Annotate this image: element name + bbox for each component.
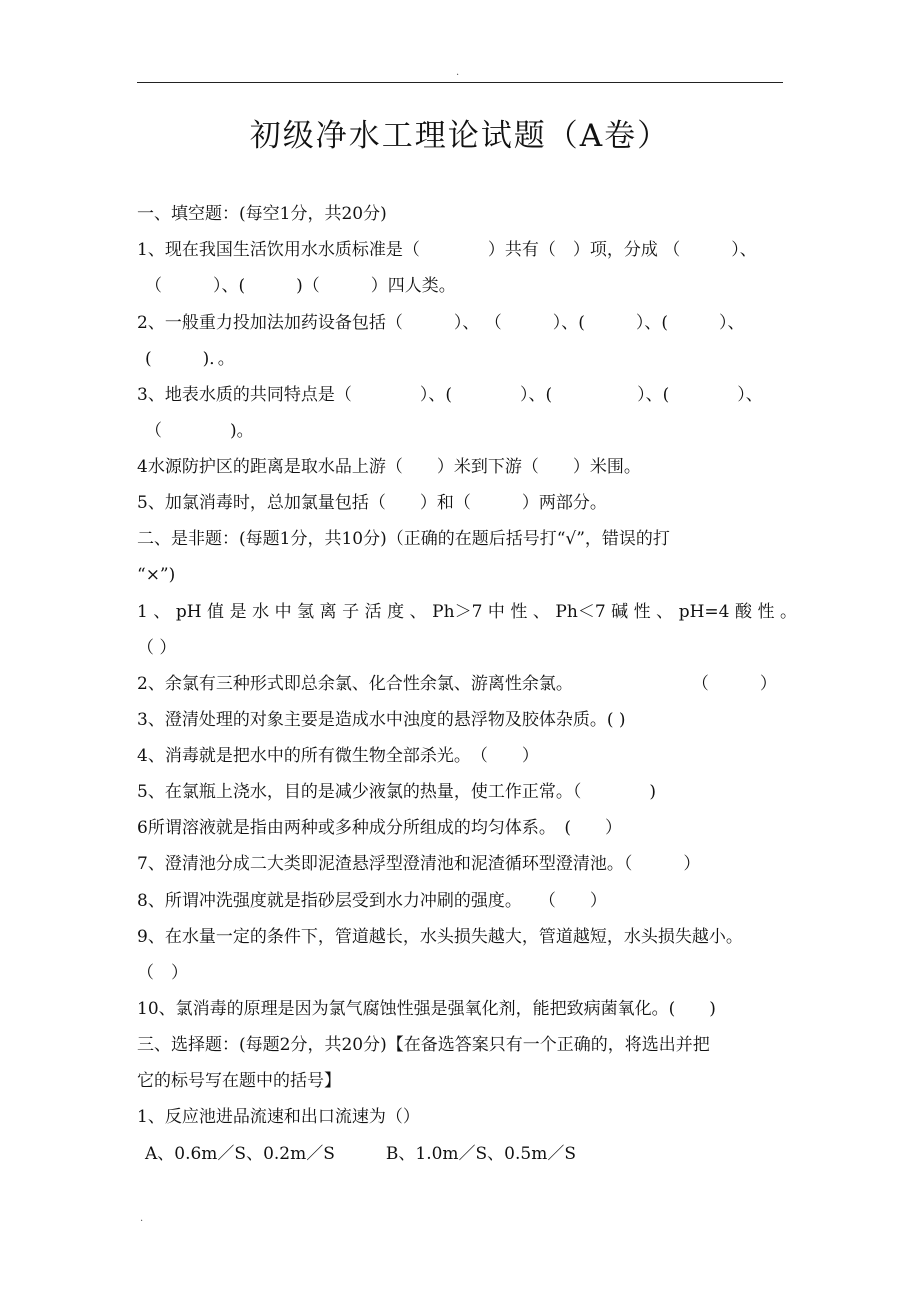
question-line: 3、澄清处理的对象主要是造成水中浊度的悬浮物及胶体杂质。( ) — [137, 710, 626, 730]
header-dot: . — [456, 67, 460, 78]
section-true-false-heading-cont: “×”) — [137, 565, 176, 585]
question-line: 4水源防护区的距离是取水品上游（ ）米到下游（ ）米围。 — [137, 457, 641, 477]
question-line: 6所谓溶液就是指由两种或多种成分所组成的均匀体系。 ( ） — [137, 818, 622, 838]
question-line: 2、余氯有三种形式即总余氯、化合性余氯、游离性余氯。 （ ） — [137, 674, 777, 694]
question-line: 1、现在我国生活饮用水水质标准是（ ）共有（ ）项，分成 （ ）、 — [137, 240, 757, 260]
answer-options: A、0.6m／S、0.2m／S B、1.0m／S、0.5m／S — [145, 1144, 576, 1164]
question-line: （ )。 — [145, 421, 254, 441]
question-line: 4、消毒就是把水中的所有微生物全部杀光。 （ ） — [137, 746, 539, 766]
question-line: （ ）、( )（ ）四人类。 — [145, 276, 456, 296]
header-rule — [137, 82, 783, 83]
question-line: 7、澄清池分成二大类即泥渣悬浮型澄清池和泥渣循环型澄清池。（ ） — [137, 854, 701, 874]
question-line: 8、所谓冲洗强度就是指砂层受到水力冲刷的强度。 （ ） — [137, 891, 607, 911]
page-title: 初级净水工理论试题（A卷） — [249, 118, 671, 154]
question-line: 1、pH值是水中氢离子活度、Ph＞7中性、Ph＜7碱性、pH=4酸性。 — [137, 602, 797, 622]
question-line: 5、加氯消毒时，总加氯量包括（ ）和（ ）两部分。 — [137, 493, 607, 513]
question-line: ( )．。 — [145, 349, 235, 369]
question-line: （ ） — [137, 638, 177, 658]
question-line: 2、一般重力投加法加药设备包括（ ）、 （ ）、( ）、( ）、 — [137, 313, 745, 333]
section-true-false-heading: 二、是非题：(每题1分，共10分)（正确的在题后括号打“√”，错误的打 — [137, 529, 670, 549]
question-line: 5、在氯瓶上浇水，目的是减少液氯的热量，使工作正常。（ ) — [137, 782, 656, 802]
footer-dot: . — [140, 1213, 144, 1224]
question-line: （ ） — [137, 963, 188, 983]
question-line: 1、反应池进品流速和出口流速为（） — [137, 1107, 420, 1127]
question-line: 9、在水量一定的条件下，管道越长，水头损失越大，管道越短，水头损失越小。 — [137, 927, 743, 947]
section-choice-heading-cont: 它的标号写在题中的括号】 — [137, 1071, 341, 1091]
section-choice-heading: 三、选择题：(每题2分，共20分)【在备选答案只有一个正确的，将选出并把 — [137, 1035, 710, 1055]
question-line: 10、氯消毒的原理是因为氯气腐蚀性强是强氧化剂，能把致病菌氧化。( ) — [137, 999, 716, 1019]
question-line: 3、地表水质的共同特点是（ ）、( ）、( ）、( ）、 — [137, 385, 763, 405]
section-fill-blank-heading: 一、填空题：(每空1分，共20分) — [137, 204, 387, 224]
